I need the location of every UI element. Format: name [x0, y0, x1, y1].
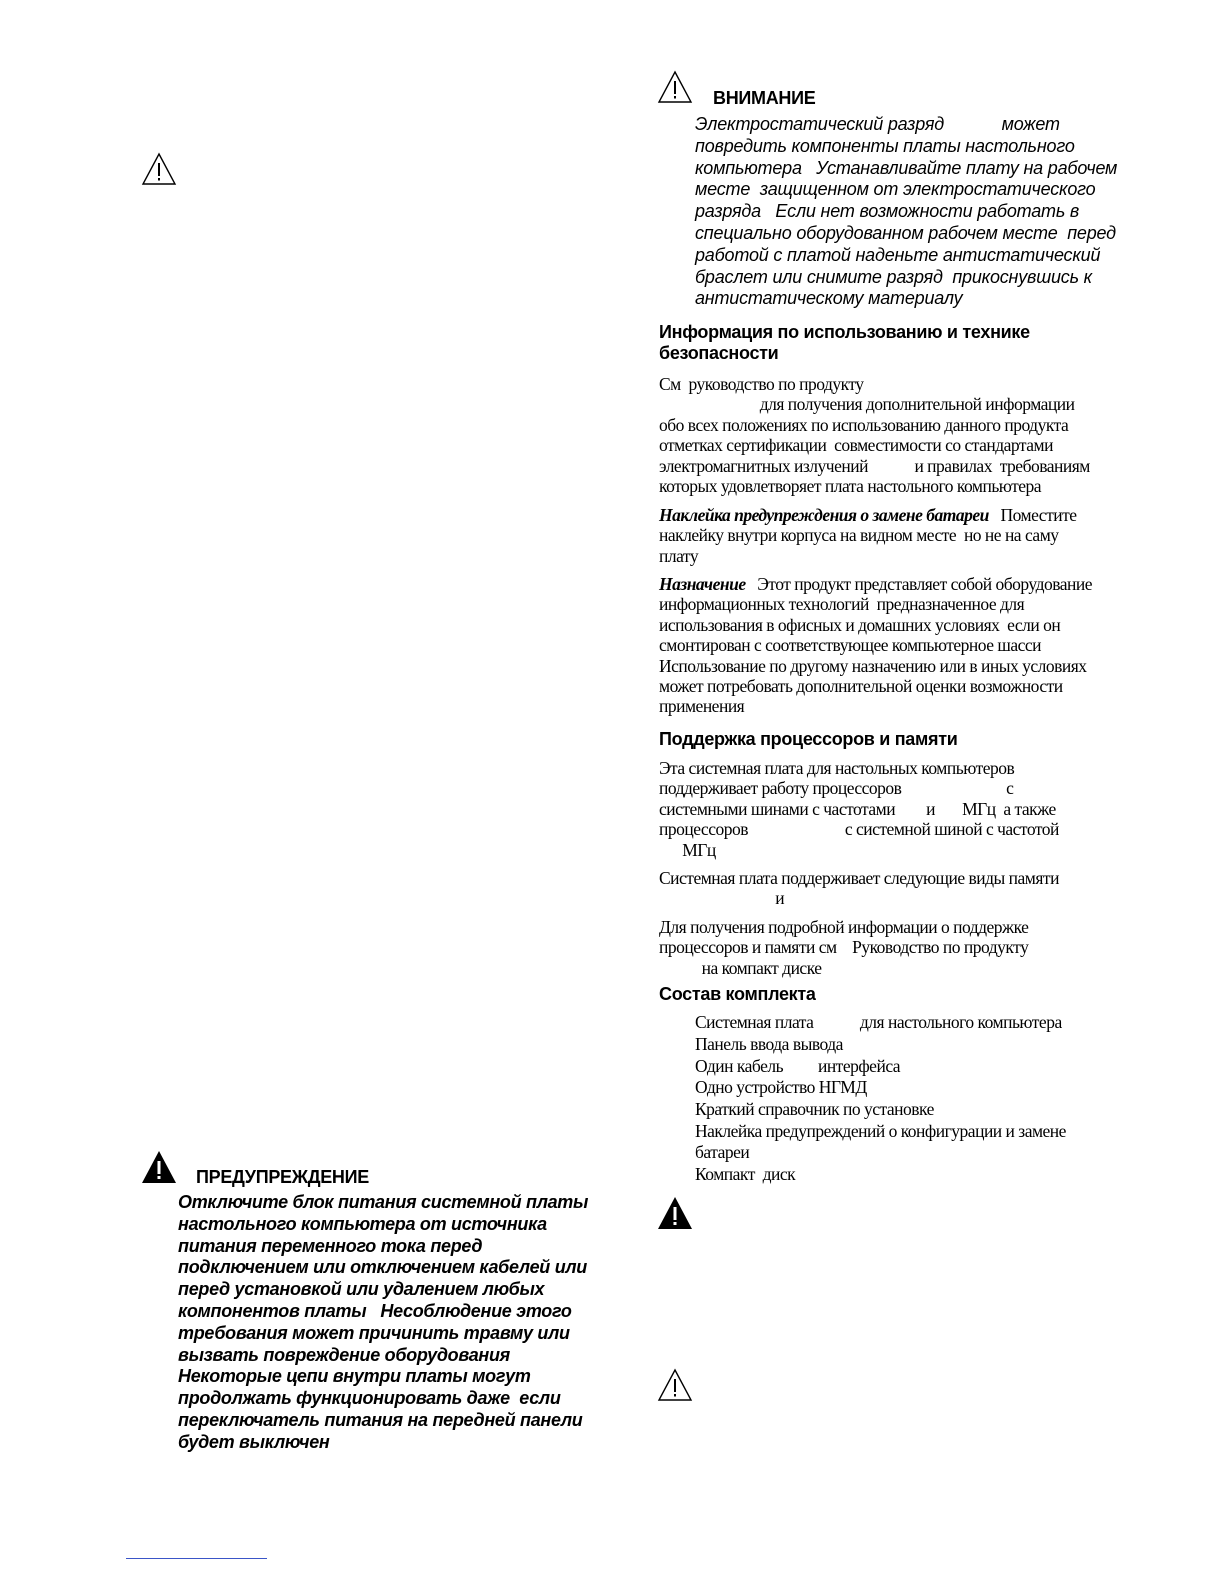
- info-line: электромагнитных излучений и правилах требованиям: [659, 455, 1090, 476]
- kit-list: [695, 1012, 1165, 1186]
- info-heading-line: Информация по использованию и технике: [659, 322, 1030, 342]
- purpose-label: Назначение: [659, 574, 746, 594]
- purpose-line: использования в офисных и домашних условиях если он: [659, 614, 1061, 635]
- info-heading: [659, 322, 1159, 364]
- battery-line: наклейку внутри корпуса на видном месте но не на саму: [659, 525, 1059, 546]
- kit-item: Один кабель интерфейса: [695, 1055, 901, 1076]
- kit-item: Панель ввода вывода: [695, 1033, 843, 1054]
- support-line: МГц: [659, 839, 716, 860]
- support-line: системными шинами с частотами и МГц а также: [659, 798, 1056, 819]
- caution-line: месте защищенном от электростатического: [695, 179, 1096, 200]
- caution-icon: [657, 1368, 693, 1402]
- warning-line: Отключите блок питания системной платы: [178, 1192, 589, 1212]
- kit-item: Наклейка предупреждений о конфигурации и замене: [695, 1120, 1066, 1141]
- footnote-rule: [126, 1558, 267, 1559]
- warning-header: ПРЕДУПРЕЖДЕНИЕ: [196, 1167, 369, 1187]
- purpose-paragraph: [659, 574, 1159, 717]
- kit-item: батареи: [695, 1141, 750, 1162]
- details-line: на компакт диске: [659, 957, 822, 978]
- kit-item: Системная плата для настольного компьютера: [695, 1012, 1062, 1032]
- info-heading-line: безопасности: [659, 343, 779, 363]
- details-line: Для получения подробной информации о поддержке: [659, 917, 1029, 937]
- battery-paragraph: [659, 505, 1159, 566]
- support-line: Эта системная плата для настольных компьютеров: [659, 758, 1015, 778]
- caution-header: ВНИМАНИЕ: [713, 88, 816, 108]
- info-line: обо всех положениях по использованию данного продукта: [659, 414, 1069, 435]
- warning-line: питания переменного тока перед: [178, 1235, 483, 1256]
- battery-line: [659, 505, 1159, 525]
- caution-line: антистатическому материалу: [695, 288, 963, 309]
- info-line: для получения дополнительной информации: [659, 394, 1075, 415]
- support-line: процессоров с системной шиной с частотой: [659, 819, 1059, 840]
- warning-line: Некоторые цепи внутри платы могут: [178, 1366, 531, 1387]
- support-line: поддерживает работу процессоров с: [659, 778, 1014, 799]
- warning-icon: [141, 1150, 177, 1184]
- info-line: отметках сертификации совместимости со стандартами: [659, 435, 1053, 456]
- caution-text: [695, 114, 1165, 310]
- caution-line: работой с платой наденьте антистатический: [695, 244, 1101, 265]
- purpose-line: [659, 574, 1159, 594]
- kit-item: Краткий справочник по установке: [695, 1099, 934, 1120]
- caution-line: компьютера Устанавливайте плату на рабочем: [695, 157, 1118, 178]
- support-heading: Поддержка процессоров и памяти: [659, 729, 958, 749]
- memory-paragraph: [659, 868, 1159, 909]
- warning-line: компонентов платы Несоблюдение этого: [178, 1300, 572, 1321]
- purpose-line: может потребовать дополнительной оценки возможности: [659, 676, 1063, 697]
- warning-line: переключатель питания на передней панели: [178, 1409, 583, 1430]
- warning-line: перед установкой или удалением любых: [178, 1279, 545, 1300]
- caution-icon: [141, 152, 177, 186]
- support-paragraph: [659, 758, 1159, 860]
- purpose-line: Использование по другому назначению или в иных условиях: [659, 655, 1087, 676]
- battery-label: Наклейка предупреждения о замене батареи: [659, 505, 989, 525]
- warning-line: требования может причинить травму или: [178, 1322, 570, 1343]
- caution-line: браслет или снимите разряд прикоснувшись к: [695, 266, 1092, 287]
- purpose-line: информационных технологий предназначенное для: [659, 594, 1025, 615]
- memory-line: и: [659, 888, 785, 909]
- details-paragraph: [659, 917, 1159, 978]
- caution-line: разряда Если нет возможности работать в: [695, 201, 1080, 222]
- warning-line: будет выключен: [178, 1431, 330, 1452]
- warning-text: [178, 1192, 618, 1454]
- info-line: которых удовлетворяет плата настольного компьютера: [659, 476, 1042, 497]
- battery-line-rest: Поместите: [988, 505, 1077, 525]
- details-line: процессоров и памяти см Руководство по продукту: [659, 937, 1029, 958]
- caution-line: Электростатический разряд может: [695, 114, 1060, 134]
- caution-line: повредить компоненты платы настольного: [695, 135, 1075, 156]
- kit-heading: Состав комплекта: [659, 984, 816, 1004]
- purpose-line: применения: [659, 696, 745, 717]
- warning-line: вызвать повреждение оборудования: [178, 1344, 510, 1365]
- purpose-line: смонтирован с соответствующее компьютерное шасси: [659, 635, 1041, 656]
- kit-item: Одно устройство НГМД: [695, 1077, 867, 1098]
- caution-line: специально оборудованном рабочем месте перед: [695, 222, 1116, 243]
- warning-line: настольного компьютера от источника: [178, 1213, 547, 1234]
- warning-line: подключением или отключением кабелей или: [178, 1257, 587, 1278]
- info-paragraph: [659, 374, 1159, 496]
- kit-item: Компакт диск: [695, 1163, 796, 1184]
- warning-line: продолжать функционировать даже если: [178, 1388, 561, 1409]
- caution-icon: [657, 70, 693, 104]
- purpose-line-rest: Этот продукт представляет собой оборудование: [745, 574, 1093, 594]
- battery-line: плату: [659, 545, 699, 566]
- info-line: См руководство по продукту: [659, 374, 864, 394]
- warning-icon: [657, 1196, 693, 1230]
- memory-line: Системная плата поддерживает следующие виды памяти: [659, 868, 1059, 888]
